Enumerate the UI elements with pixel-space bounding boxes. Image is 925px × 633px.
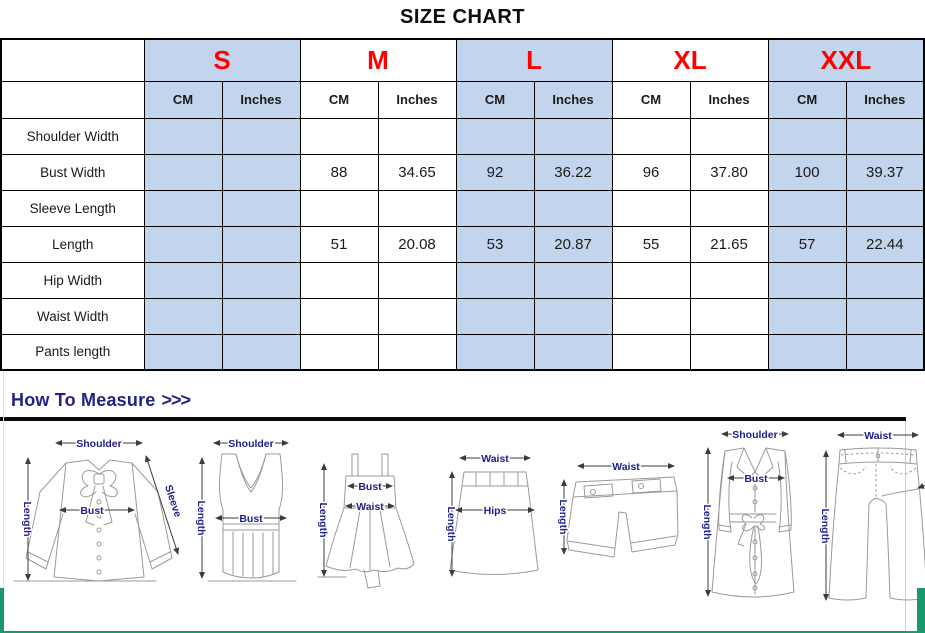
cell (690, 190, 768, 226)
cell (690, 298, 768, 334)
cell: 100 (768, 154, 846, 190)
cell (846, 262, 924, 298)
cell (534, 298, 612, 334)
size-header-xl: XL (612, 39, 768, 81)
size-header-row (1, 39, 924, 81)
unit-header-row (1, 81, 924, 118)
size-header-l: L (456, 39, 612, 81)
cell (144, 334, 222, 370)
cell: 20.08 (378, 226, 456, 262)
cell (300, 298, 378, 334)
table-row (1, 334, 924, 370)
cell (378, 118, 456, 154)
table-row (1, 190, 924, 226)
dim-label-shoulder: Shoulder (228, 438, 274, 450)
dim-label-waist: Waist (356, 501, 384, 513)
figure-blouse-diagram (6, 430, 186, 598)
figure-slip-dress-diagram (312, 446, 430, 596)
row-label: Sleeve Length (1, 190, 144, 226)
row-label: Waist Width (1, 298, 144, 334)
cell (768, 190, 846, 226)
unit-header: CM (300, 81, 378, 118)
dim-label-waist: Waist (864, 430, 892, 442)
cell (378, 298, 456, 334)
cell: 34.65 (378, 154, 456, 190)
size-header-xxl: XXL (768, 39, 924, 81)
dim-label-length: Length (557, 499, 569, 535)
dim-label-length: Length (317, 502, 329, 538)
cell (222, 226, 300, 262)
cell (222, 298, 300, 334)
cell (612, 190, 690, 226)
cell (456, 262, 534, 298)
figure-tank-top-diagram (188, 430, 313, 598)
cell (144, 226, 222, 262)
dim-label-length: Length (195, 500, 207, 536)
size-table (0, 38, 925, 371)
cell (690, 118, 768, 154)
cell (378, 334, 456, 370)
cell: 37.80 (690, 154, 768, 190)
cell (378, 190, 456, 226)
unit-header: CM (612, 81, 690, 118)
cell (768, 262, 846, 298)
how-to-measure-heading (11, 390, 190, 411)
dim-label-bust: Bust (239, 513, 263, 525)
cell (222, 262, 300, 298)
how-to-measure-label: How To Measure (11, 390, 156, 410)
cell (846, 334, 924, 370)
corner-cell (1, 39, 144, 81)
cell: 92 (456, 154, 534, 190)
cell (534, 262, 612, 298)
divider-rule (0, 417, 906, 421)
cell (768, 334, 846, 370)
cell: 51 (300, 226, 378, 262)
table-row (1, 262, 924, 298)
cell: 36.22 (534, 154, 612, 190)
dim-label-length: Length (701, 504, 713, 540)
cell (456, 334, 534, 370)
cell (846, 298, 924, 334)
dim-label-hips: Hips (483, 505, 507, 517)
unit-header: Inches (534, 81, 612, 118)
cell: 53 (456, 226, 534, 262)
chevrons-icon: >>> (161, 390, 191, 410)
cell (300, 118, 378, 154)
cell: 88 (300, 154, 378, 190)
cell: 55 (612, 226, 690, 262)
cell (144, 262, 222, 298)
cell (690, 262, 768, 298)
cell (456, 298, 534, 334)
cell: 39.37 (846, 154, 924, 190)
cell (768, 298, 846, 334)
row-label: Pants length (1, 334, 144, 370)
dim-label-length: Length (21, 501, 33, 537)
dim-label-shoulder: Shoulder (76, 438, 122, 450)
cell (690, 334, 768, 370)
table-row (1, 298, 924, 334)
unit-header: Inches (222, 81, 300, 118)
corner-cell (1, 81, 144, 118)
table-row (1, 118, 924, 154)
cell: 57 (768, 226, 846, 262)
dim-label-length: Length (445, 506, 457, 542)
dim-label-shoulder: Shoulder (732, 429, 778, 441)
cell (534, 334, 612, 370)
cell (222, 118, 300, 154)
cell (612, 118, 690, 154)
cell (612, 298, 690, 334)
page-title: SIZE CHART (400, 6, 525, 28)
cell (300, 334, 378, 370)
dim-label-waist: Waist (612, 461, 640, 473)
cell (846, 190, 924, 226)
cell: 22.44 (846, 226, 924, 262)
cell (612, 334, 690, 370)
cell (768, 118, 846, 154)
size-header-m: M (300, 39, 456, 81)
cell (456, 190, 534, 226)
unit-header: CM (144, 81, 222, 118)
cell: 96 (612, 154, 690, 190)
cell (456, 118, 534, 154)
unit-header: CM (456, 81, 534, 118)
cell (534, 118, 612, 154)
cell (612, 262, 690, 298)
figure-coat-diagram (692, 422, 814, 614)
dim-label-bust: Bust (80, 505, 104, 517)
cell (300, 190, 378, 226)
unit-header: CM (768, 81, 846, 118)
cell (534, 190, 612, 226)
figure-skirt-diagram (440, 446, 548, 596)
table-row (1, 154, 924, 190)
dim-label-waist: Waist (481, 453, 509, 465)
row-label: Bust Width (1, 154, 144, 190)
cell (222, 334, 300, 370)
figure-shorts-diagram (556, 450, 696, 592)
cell (222, 154, 300, 190)
green-edge-right (917, 588, 925, 633)
figure-pants-diagram (812, 422, 925, 614)
dim-label-length: Length (819, 508, 831, 544)
size-header-s: S (144, 39, 300, 81)
cell (378, 262, 456, 298)
dim-label-bust: Bust (358, 481, 382, 493)
unit-header: Inches (690, 81, 768, 118)
row-label: Shoulder Width (1, 118, 144, 154)
dim-label-bust: Bust (744, 473, 768, 485)
cell (846, 118, 924, 154)
unit-header: Inches (378, 81, 456, 118)
row-label: Length (1, 226, 144, 262)
cell (144, 118, 222, 154)
cell (222, 190, 300, 226)
cell: 21.65 (690, 226, 768, 262)
cell (144, 298, 222, 334)
cell (300, 262, 378, 298)
green-edge-left (0, 588, 4, 633)
row-label: Hip Width (1, 262, 144, 298)
unit-header: Inches (846, 81, 924, 118)
cell (144, 190, 222, 226)
table-row (1, 226, 924, 262)
dim-label-sleeve: Sleeve (162, 483, 184, 519)
cell: 20.87 (534, 226, 612, 262)
cell (144, 154, 222, 190)
